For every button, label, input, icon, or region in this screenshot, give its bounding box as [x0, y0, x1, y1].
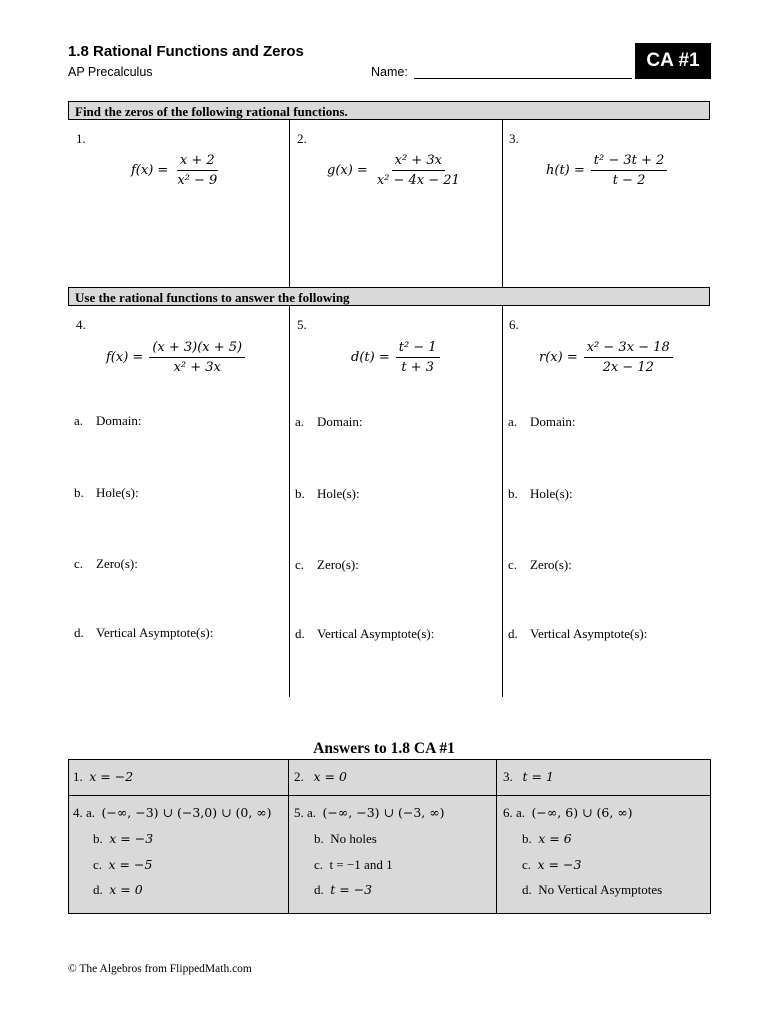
numerator: t² − 3t + 2: [591, 153, 668, 171]
answer-number: 1.: [73, 769, 83, 784]
problem-number: 6.: [509, 317, 519, 332]
fraction: [149, 340, 245, 375]
question-letter: a.: [74, 413, 84, 428]
answer-2: [294, 769, 347, 785]
question-text: Domain:: [96, 413, 142, 428]
answer-value: No Vertical Asymptotes: [538, 882, 663, 897]
problem-2-equation: [327, 153, 463, 188]
question-zeros: [74, 556, 138, 572]
question-letter: d.: [508, 626, 518, 641]
question-text: Domain:: [317, 414, 363, 429]
problem-4-equation: [106, 340, 245, 375]
question-domain: [74, 413, 142, 429]
question-letter: c.: [74, 556, 84, 571]
denominator: t + 3: [401, 360, 434, 375]
problem-5-equation: [351, 340, 440, 375]
question-holes: [508, 486, 573, 502]
equation-lhs: f(x) =: [131, 163, 169, 178]
answer-value: (−∞, −3) ∪ (−3,0) ∪ (0, ∞): [101, 805, 272, 820]
question-zeros: [508, 557, 572, 573]
question-va: [295, 626, 434, 642]
answer-value: (−∞, −3) ∪ (−3, ∞): [322, 805, 445, 820]
answer-value: t = −1 and 1: [329, 857, 393, 872]
answer-value: t = 1: [522, 769, 554, 784]
name-label: Name:: [371, 65, 408, 79]
question-letter: d.: [295, 626, 305, 641]
col-divider: [288, 760, 289, 913]
answer-value: x = −3: [109, 831, 154, 846]
question-text: Vertical Asymptote(s):: [530, 626, 648, 641]
problem-number: 4.: [76, 317, 86, 332]
question-letter: b.: [74, 485, 84, 500]
answer-value: x = −2: [89, 769, 134, 784]
answer-letter: c.: [314, 857, 324, 872]
numerator: x² − 3x − 18: [584, 340, 673, 358]
question-text: Domain:: [530, 414, 576, 429]
answer-5c: [314, 857, 393, 873]
question-letter: a.: [508, 414, 518, 429]
problem-number: 2.: [297, 131, 307, 146]
answer-value: No holes: [330, 831, 377, 846]
answer-number: 5.: [294, 805, 304, 820]
equation-lhs: f(x) =: [106, 350, 144, 365]
name-field[interactable]: [414, 78, 632, 79]
denominator: x² − 4x − 21: [376, 173, 460, 188]
question-text: Hole(s):: [96, 485, 139, 500]
col-divider: [496, 760, 497, 913]
denominator: x² − 9: [177, 173, 218, 188]
answer-letter: c.: [93, 857, 103, 872]
equation-lhs: h(t) =: [546, 163, 585, 178]
answer-5a: [294, 805, 445, 821]
question-text: Zero(s):: [317, 557, 359, 572]
answer-letter: b.: [314, 831, 324, 846]
problem-number: 1.: [76, 131, 86, 146]
question-text: Zero(s):: [530, 557, 572, 572]
answer-number: 6.: [503, 805, 513, 820]
answer-value: x = −5: [108, 857, 153, 872]
question-text: Vertical Asymptote(s):: [96, 625, 214, 640]
equation-lhs: g(x) =: [327, 163, 368, 178]
question-letter: b.: [295, 486, 305, 501]
problem-6-equation: [539, 340, 673, 375]
section2-header: Use the rational functions to answer the following: [68, 287, 710, 306]
answer-1: [73, 769, 133, 785]
question-domain: [508, 414, 576, 430]
answer-number: 2.: [294, 769, 304, 784]
question-domain: [295, 414, 363, 430]
problem-3-equation: [546, 153, 667, 188]
answer-letter: c.: [522, 857, 532, 872]
denominator: t − 2: [612, 173, 646, 188]
answer-3: [503, 769, 554, 785]
question-letter: b.: [508, 486, 518, 501]
answer-value: x = 6: [538, 831, 572, 846]
answer-6c: [522, 857, 581, 873]
question-va: [508, 626, 647, 642]
question-holes: [74, 485, 139, 501]
course-name: AP Precalculus: [68, 65, 153, 79]
divider: [502, 120, 503, 287]
numerator: t² − 1: [396, 340, 440, 358]
answer-6a: [503, 805, 633, 821]
question-letter: c.: [295, 557, 305, 572]
question-text: Zero(s):: [96, 556, 138, 571]
question-text: Vertical Asymptote(s):: [317, 626, 435, 641]
page-title: 1.8 Rational Functions and Zeros: [68, 43, 304, 60]
answer-value: x = −3: [537, 857, 582, 872]
answer-letter: a.: [307, 805, 317, 820]
answer-4a: [73, 805, 272, 821]
numerator: (x + 3)(x + 5): [149, 340, 245, 358]
fraction: [396, 340, 440, 375]
question-zeros: [295, 557, 359, 573]
row-divider: [69, 795, 710, 796]
ca-badge: CA #1: [635, 43, 711, 79]
answers-table: [68, 759, 711, 914]
answer-4b: [93, 831, 153, 847]
question-text: Hole(s):: [317, 486, 360, 501]
fraction: [374, 153, 463, 188]
answer-5b: [314, 831, 377, 847]
answer-value: (−∞, 6) ∪ (6, ∞): [531, 805, 633, 820]
problem-1-equation: [131, 153, 220, 188]
question-letter: a.: [295, 414, 305, 429]
problem-number: 5.: [297, 317, 307, 332]
question-text: Hole(s):: [530, 486, 573, 501]
equation-lhs: d(t) =: [351, 350, 390, 365]
fraction: [591, 153, 668, 188]
answers-title: Answers to 1.8 CA #1: [313, 740, 455, 757]
answer-letter: a.: [516, 805, 526, 820]
section1-header: Find the zeros of the following rational functions.: [68, 101, 710, 120]
answer-6d: [522, 882, 662, 898]
question-holes: [295, 486, 360, 502]
denominator: 2x − 12: [602, 360, 654, 375]
question-letter: c.: [508, 557, 518, 572]
fraction: [174, 153, 220, 188]
answer-letter: b.: [93, 831, 103, 846]
answer-value: x = 0: [109, 882, 143, 897]
answer-letter: d.: [93, 882, 103, 897]
question-letter: d.: [74, 625, 84, 640]
fraction: [584, 340, 673, 375]
answer-letter: d.: [314, 882, 324, 897]
footer-copyright: © The Algebros from FlippedMath.com: [68, 963, 252, 975]
numerator: x² + 3x: [392, 153, 445, 171]
answer-letter: a.: [86, 805, 96, 820]
answer-value: t = −3: [330, 882, 373, 897]
answer-4c: [93, 857, 152, 873]
numerator: x + 2: [177, 153, 218, 171]
answer-letter: b.: [522, 831, 532, 846]
answer-5d: [314, 882, 372, 898]
answer-6b: [522, 831, 572, 847]
problem-number: 3.: [509, 131, 519, 146]
answer-number: 3.: [503, 769, 513, 784]
divider: [502, 306, 503, 697]
answer-letter: d.: [522, 882, 532, 897]
answer-4d: [93, 882, 143, 898]
equation-lhs: r(x) =: [539, 350, 578, 365]
question-va: [74, 625, 213, 641]
divider: [289, 120, 290, 287]
divider: [289, 306, 290, 697]
answer-value: x = 0: [313, 769, 347, 784]
answer-number: 4.: [73, 805, 83, 820]
denominator: x² + 3x: [173, 360, 221, 375]
